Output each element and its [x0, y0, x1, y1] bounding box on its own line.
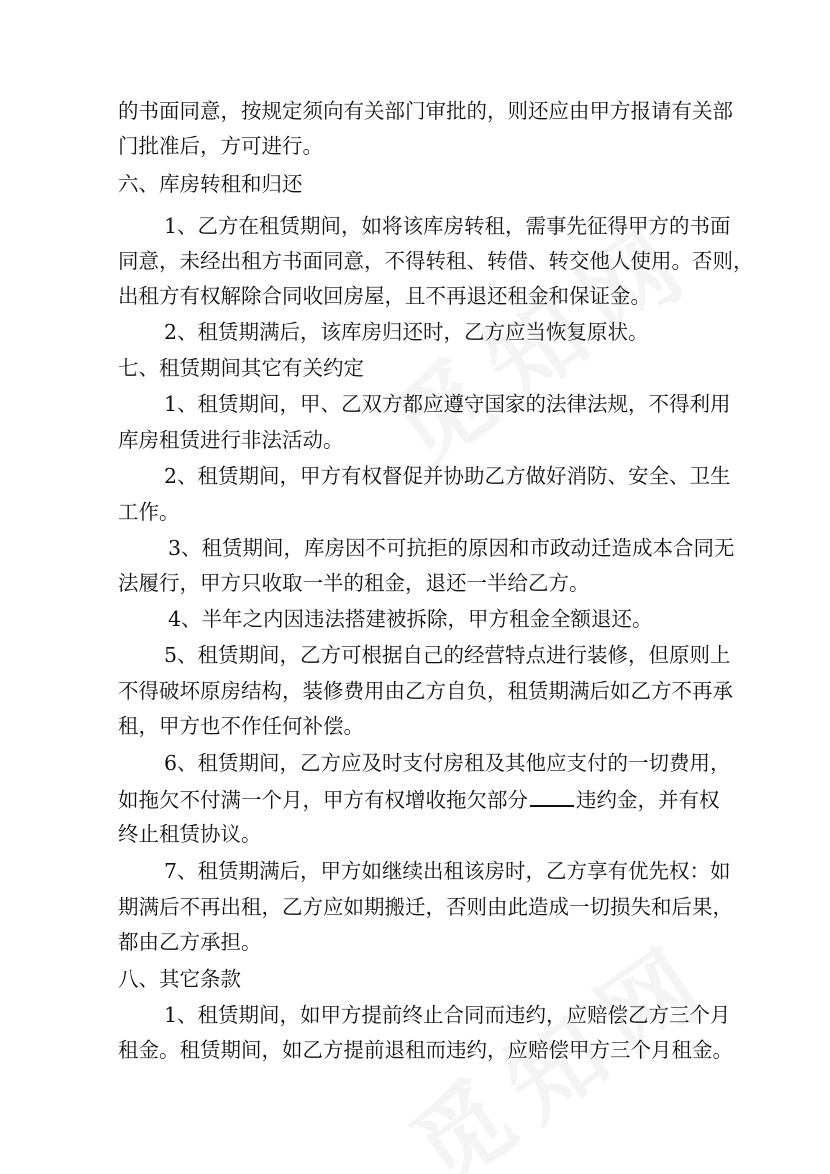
paragraph-line: 库房租赁进行非法活动。: [118, 428, 344, 452]
clause-7-2: 2、租赁期间，甲方有权督促并协助乙方做好消防、安全、卫生: [164, 464, 731, 488]
section-heading-6: 六、库房转租和归还: [118, 172, 303, 196]
paragraph-line: 法履行，甲方只收取一半的租金，退还一半给乙方。: [118, 571, 590, 595]
paragraph-line: 工作。: [118, 500, 180, 524]
section-heading-7: 七、租赁期间其它有关约定: [118, 356, 364, 380]
clause-7-6: 6、租赁期间，乙方应及时支付房租及其他应支付的一切费用，: [164, 751, 731, 775]
paragraph-line: 的书面同意，按规定须向有关部门审批的，则还应由甲方报请有关部: [118, 99, 733, 123]
clause-6-2: 2、租赁期满后，该库房归还时，乙方应当恢复原状。: [164, 320, 649, 344]
section-heading-8: 八、其它条款: [118, 967, 241, 991]
paragraph-line: 租，甲方也不作任何补偿。: [118, 714, 364, 738]
paragraph-line: 不得破坏原房结构，装修费用由乙方自负，租赁期满后如乙方不再承: [118, 679, 733, 703]
paragraph-line: 租金。租赁期间，如乙方提前退租而违约，应赔偿甲方三个月租金。: [118, 1038, 733, 1062]
clause-7-4: 4、半年之内因违法搭建被拆除，甲方租金全额退还。: [168, 607, 653, 631]
paragraph-line: 终止租赁协议。: [118, 822, 262, 846]
paragraph-line: 同意，未经出租方书面同意，不得转租、转借、转交他人使用。否则，: [118, 249, 754, 273]
clause-8-1: 1、租赁期间，如甲方提前终止合同而违约，应赔偿乙方三个月: [164, 1003, 731, 1027]
clause-6-1: 1、乙方在租赁期间，如将该库房转租，需事先征得甲方的书面: [164, 214, 731, 238]
clause-7-7: 7、租赁期满后，甲方如继续出租该房时，乙方享有优先权：如: [164, 859, 731, 883]
paragraph-line: [118, 785, 720, 814]
clause-7-1: 1、租赁期间，甲、乙双方都应遵守国家的法律法规，不得利用: [164, 392, 731, 416]
paragraph-line: 出租方有权解除合同收回房屋，且不再退还租金和保证金。: [118, 284, 651, 308]
paragraph-line: 都由乙方承担。: [118, 930, 262, 954]
line-segment: 违约金，并有权: [576, 788, 720, 812]
clause-7-3: 3、租赁期间，库房因不可抗拒的原因和市政动迁造成本合同无: [168, 536, 735, 560]
clause-7-5: 5、租赁期间，乙方可根据自己的经营特点进行装修，但原则上: [164, 643, 731, 667]
fill-in-blank: [530, 785, 574, 807]
line-segment: 如拖欠不付满一个月，甲方有权增收拖欠部分: [118, 788, 528, 812]
paragraph-line: 期满后不再出租，乙方应如期搬迁，否则由此造成一切损失和后果，: [118, 895, 733, 919]
paragraph-line: 门批准后，方可进行。: [118, 134, 323, 158]
